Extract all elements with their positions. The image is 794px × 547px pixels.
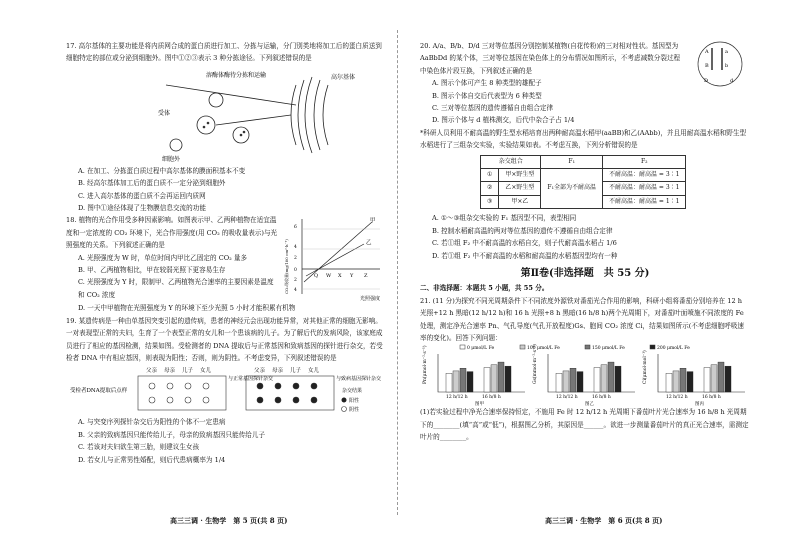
q-rice-option-d[interactable]: D. 若①组 F₂ 中不耐高温的水稻和耐高温的水稻基因型均有一种 [432,251,618,260]
q21-bar [556,374,562,393]
q19-member-son: 儿子 [182,368,194,375]
q20-label-B: B [705,63,709,69]
q17-label-receptor: 受体 [158,109,171,117]
q20-option-b[interactable]: B. 图示个体自交后代表型为 6 种类型 [432,91,542,100]
q18-stem: 18. 植物的光合作用受多种因素影响。如图表示甲、乙两种植物在适宜温度和一定浓度的 CO₂ 环境下，光合作用强度(用 CO₂ 的吸收量表示)与光照强度的关系。下列叙述正确的是 [66,216,278,250]
q21-chart-label-1: 图乙 [585,402,594,407]
q20-label-A: A [705,49,709,55]
part2-subtitle: 二、非选择题：本题共 5 小题，共 55 分。 [420,284,549,293]
q21-bar [666,374,672,393]
part2-title: 第Ⅱ卷(非选择题 共 55 分) [520,267,650,279]
q19-member-mother: 母亲 [164,368,176,375]
q19-option-c[interactable]: C. 若该对夫妇欲生第三胎，则建议生女孩 [78,443,200,452]
q21-chart2-group0: 12 h/12 h [666,395,688,401]
q19-member-daughter: 女儿 [200,368,212,375]
q19-probe-mutant: 与致病基因探针杂交 [336,376,382,383]
table-cell: 甲×野生型 [499,169,541,182]
q20-option-a[interactable]: A. 图示个体可产生 8 种类型的雄配子 [432,79,542,88]
q18-series-yi: 乙 [366,240,372,247]
q-rice-option-b[interactable]: B. 控制水稻耐高温的两对等位基因的遗传不遵循自由组合定律 [432,226,613,235]
q19-dot-figure [66,364,384,416]
q17-golgi-figure [66,65,384,165]
q21-chart1-group1: 16 h/8 h [592,395,611,401]
q21-bar [718,362,724,392]
table-cell-f1: F₁全部为不耐高温 [541,169,603,209]
q19-legend-title: 杂交结果 [342,388,363,395]
q21-legend-1: 100 μmol/L Fe [527,346,560,352]
q-rice-option-c[interactable]: C. 若①组 F₂ 中不耐高温的水稻自交，则子代耐高温水稻占 1/6 [432,239,617,248]
right-column [420,40,750,444]
q17-label-golgi: 高尔基体 [331,73,356,81]
q21-bar [577,372,583,392]
q17-option-a[interactable]: A. 在加工、分拣蛋白质过程中高尔基体的膜面积基本不变 [78,166,246,175]
table-header-f2: F₂ [603,155,686,168]
q21-bar [673,371,679,392]
q21-chart-label-2: 图丙 [695,402,704,407]
q17-option-c[interactable]: C. 进入高尔基体的蛋白质不会再运回内质网 [78,191,206,200]
q21-chart-ylabel-2: Ci(μmol·mol⁻¹) [643,350,648,385]
q19-option-d[interactable]: D. 若女儿与正常男性婚配，则后代患病概率为 1/4 [78,455,226,464]
footer-page-5: 高三三调 · 生物学 第 5 页(共 8 页) [170,516,288,525]
q18-ytick-2: 2 [294,256,297,262]
column-divider [397,30,398,515]
table-cell: ① [481,169,499,182]
q21-stem: 21. (11 分)为探究不同光周期条件下不同浓度外源铁对番茄光合作用的影响，科研小组将番茄分别培养在 12 h 光照+12 h 黑暗(12 h/12 h)和 16 h 光照+8 h 黑暗(16 h/8 h)两个光周期下，对番茄叶面喷施不同浓度的 Fe 处理，测定净光合速率 Pn、气孔导度(气孔开放程度)Gs、胞间 CO₂ 浓度 Ci，结果如图所示(不考虑细胞呼吸速率的变化)。回答下列问题： [420,296,745,342]
q21-bar [491,365,497,392]
q19-member-father: 父亲 [146,368,158,375]
q-rice-option-a[interactable]: A. ①～③组杂交实验的 F₁ 基因型不同，表型相同 [432,214,577,223]
q18-series-jia: 甲 [370,218,376,225]
q19-probe-normal: 与正常基因探针杂交 [228,376,274,383]
q19-member-mother-2: 母亲 [272,368,284,375]
q21-bar [725,367,731,393]
q18-ytick-5: 4 [294,288,297,294]
q21-bar [505,367,511,393]
q18-xlabel: 光照强度 [360,296,381,303]
q19-option-b[interactable]: B. 父亲的致病基因只能传给儿子，母亲的致病基因只能传给儿子 [78,430,266,439]
q21-bar [704,368,710,392]
table-header-f1: F₁ [541,155,603,168]
q18-xtick-z: Z [364,273,368,280]
table-cell: 不耐高温：耐高温 = 3∶1 [603,169,686,182]
q21-bar [453,371,459,392]
q21-bar [615,367,621,393]
q21-bar [467,372,473,392]
q19-legend-pos: 阳性 [349,398,360,405]
q20-label-D: D [704,78,709,84]
q18-ytick-4: 2 [294,278,297,284]
q20-option-d[interactable]: D. 图示个体与 d 植株测交，后代中杂合子占 1/4 [432,116,575,125]
q20-chromosome-figure [690,40,750,88]
q17-option-b[interactable]: B. 经高尔基体加工后的蛋白质不一定分泌到细胞外 [78,179,226,188]
q20-label-b: b [725,63,729,69]
q21-bar [680,369,686,393]
q18-ytick-1: 4 [294,245,297,251]
q20-option-c[interactable]: C. 三对等位基因的遗传遵循自由组合定律 [432,104,554,113]
q21-legend-2: 150 μmol/L Fe [592,346,625,352]
table-row [481,169,686,182]
q21-legend-3: 200 μmol/L Fe [657,346,690,352]
q18-option-b[interactable]: B. 甲、乙两植物相比，甲在较弱光照下更容易生存 [78,266,226,275]
q18-xtick-y: Y [350,273,354,280]
q21-chart0-group0: 12 h/12 h [446,395,468,401]
table-header-cross: 杂交组合 [481,155,541,168]
q21-chart2-group1: 16 h/8 h [702,395,721,401]
q18-option-a[interactable]: A. 光照强度为 W 时，单位时间内甲比乙固定的 CO₂ 量多 [78,253,248,262]
left-column [66,40,384,466]
q20-label-d: d [730,78,734,84]
footer-page-6: 高三三调 · 生物学 第 6 页(共 8 页) [545,516,663,525]
q20-label-a: a [725,49,728,55]
q21-chart-label-0: 图甲 [475,402,484,407]
q18-xtick-w: W [326,273,332,280]
q17-stem: 17. 高尔基体的主要功能是将内质网合成的蛋白质进行加工、分拣与运输，分门别类地将加工后的蛋白质送到细胞特定的部位或分泌到细胞外。图中①②③表示 3 种分拣途径。下列叙述错误的是 [66,42,382,63]
q18-xtick-q: Q [314,273,319,280]
q21-chart0-group1: 16 h/8 h [482,395,501,401]
q21-bar [460,369,466,393]
q21-bar [608,362,614,392]
q18-graph [284,214,384,302]
table-cell: ② [481,182,499,195]
table-cell: 不耐高温：耐高温 = 1∶1 [603,195,686,208]
q19-member-daughter-2: 女儿 [308,368,320,375]
q19-side-label: 受检者DNA提取后点样 [70,388,128,395]
q21-bar [601,365,607,392]
q18-ytick-0: 6 [294,225,297,231]
q21-bar [484,368,490,392]
q21-bar [570,369,576,393]
q21-chart1-group0: 12 h/12 h [556,395,578,401]
q21-subquestion-1: (1)若实验过程中净光合速率保持恒定，不施用 Fe 时 12 h/12 h 光周期下番茄叶片光合速率为 16 h/8 h 光周期下的________(填“高”或“低”)，根据图乙分析，其原因是______。欲进一步测量番茄叶片的真正光合速率，需测定叶片的________。 [420,408,749,442]
q19-member-father-2: 父亲 [254,368,266,375]
table-cell: ③ [481,195,499,208]
table-cell: 乙×野生型 [499,182,541,195]
q21-legend-0: 0 μmol/L Fe [467,346,495,352]
q-rice-stem: *科研人员利用不耐高温的野生型水稻培育出两种耐高温水稻甲(aaBB)和乙(AAbb)，并且用耐高温水稻和野生型水稻进行了三组杂交实验，实验结果如表。不考虑互换，下列分析错误的是 [420,128,747,150]
q21-bar [498,362,504,392]
q20-stem: 20. A/a、B/b、D/d 三对等位基因分别控制某植物(自花传粉)的三对相对性状。基因型为 AaBbDd 的某个体，三对等位基因在染色体上的分布情况如图所示，不考虑减数分裂过程中染色体片段互换，下列叙述正确的是 [420,42,681,75]
q19-option-a[interactable]: A. 与突变序列探针杂交后为阳性的个体不一定患病 [78,418,226,427]
q18-option-c[interactable]: C. 光照强度为 Y 时，限制甲、乙两植物光合速率的主要因素是温度和 CO₂ 浓度 [78,278,274,299]
rice-cross-table [480,155,686,210]
q21-bar-charts [420,344,750,406]
q17-label-enzyme: 溶酶体酶待分拣和运输 [206,71,267,79]
table-cell: 不耐高温：耐高温 = 3∶1 [603,182,686,195]
q21-bar [563,371,569,392]
q21-bar [687,372,693,392]
q18-ytick-3: 0 [294,268,297,274]
q18-option-d[interactable]: D. 一天中甲植物在光照强度为 Y 的环境下至少光照 5 小时才能积累有机物 [78,304,296,313]
q21-bar [711,365,717,392]
q18-xtick-x: X [338,273,342,280]
table-cell: 甲×乙 [499,195,541,208]
q19-legend-neg: 阴性 [349,407,360,414]
q19-member-son-2: 儿子 [290,368,302,375]
q21-bar [446,374,452,393]
q21-chart-ylabel-1: Gs(mmol·m⁻²·s⁻¹) [533,344,538,385]
q21-bar [594,368,600,392]
q17-option-d[interactable]: D. 图中①途径体现了生物膜信息交流的功能 [78,204,206,213]
q17-label-cell: 细胞外 [162,155,181,163]
q19-stem: 19. 某遗传病是一种由单基因突变引起的遗传病，患者的神经元会出现功能异常，对其他正常的细胞无影响。一对表现型正常的夫妇，生育了一个表型正常的女儿和一个患该病的儿子。为了解后代的发病风险，该家庭成员进行了相应的基因检测，结果如图。受检测者的 DNA 提取后与正常基因和致病基因的探针进行杂交，若受检者 DNA 中有相应基因，则表现为阳性；否则，则为阴性。不考虑变异，下列叙述错误的是 [66,316,383,363]
q18-ylabel: CO₂吸收量(mg/100 cm²·h⁻¹) [284,239,289,295]
q21-chart-ylabel-0: Pn(μmol·m⁻²·s⁻¹) [423,345,428,385]
